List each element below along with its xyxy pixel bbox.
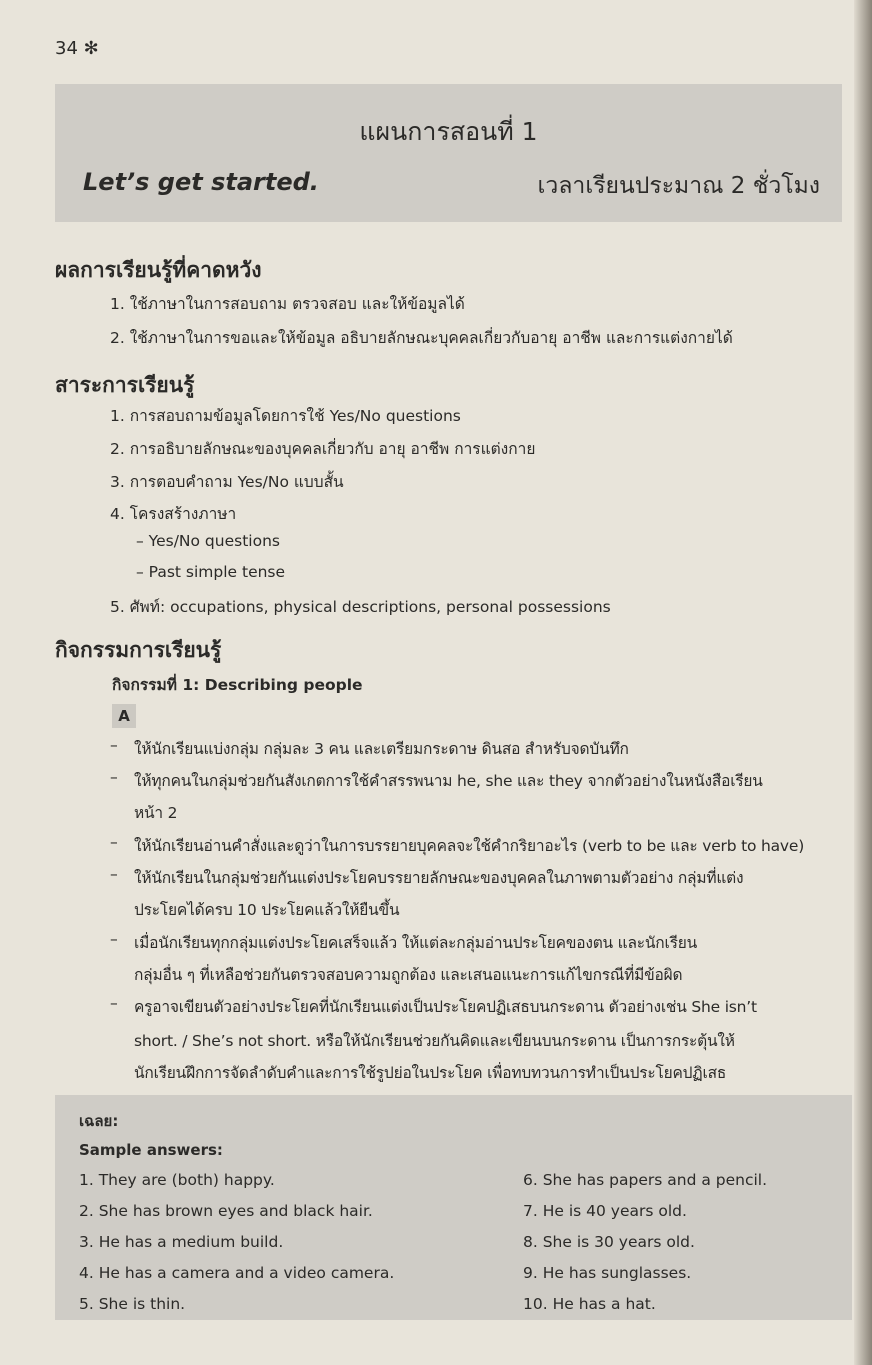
answer-item: 1. They are (both) happy. bbox=[79, 1171, 275, 1189]
bullet-dash: – bbox=[110, 833, 118, 851]
bullet-text: เมื่อนักเรียนทุกกลุ่มแต่งประโยคเสร็จแล้ว ให้แต่ละกลุ่มอ่านประโยคของตน และนักเรียน bbox=[134, 934, 697, 952]
answer-item: 7. He is 40 years old. bbox=[523, 1202, 687, 1220]
answer-box bbox=[55, 1095, 852, 1320]
bullet-dash: – bbox=[110, 930, 118, 948]
outcomes-heading: ผลการเรียนรู้ที่คาดหวัง bbox=[55, 258, 262, 282]
bullet-text: ครูอาจเขียนตัวอย่างประโยคที่นักเรียนแต่งเป็นประโยคปฏิเสธบนกระดาน ตัวอย่างเช่น She isn’t bbox=[134, 998, 757, 1016]
bullet-text: ให้นักเรียนแบ่งกลุ่ม กลุ่มละ 3 คน และเตรียมกระดาษ ดินสอ สำหรับจดบันทึก bbox=[134, 740, 629, 758]
sample-answers-title: Sample answers: bbox=[79, 1141, 223, 1159]
answer-item: 5. She is thin. bbox=[79, 1295, 186, 1313]
outcome-item: 2. ใช้ภาษาในการขอและให้ข้อมูล อธิบายลักษณะบุคคลเกี่ยวกับอายุ อาชีพ และการแต่งกายได้ bbox=[110, 329, 733, 347]
bullet-text: หน้า 2 bbox=[134, 804, 178, 822]
content-item: 3. การตอบคำถาม Yes/No แบบสั้น bbox=[110, 473, 344, 491]
answer-key-label: เฉลย: bbox=[79, 1112, 119, 1130]
bullet-dash: – bbox=[110, 865, 118, 883]
answer-item: 9. He has sunglasses. bbox=[523, 1264, 692, 1282]
bullet-text: ประโยคได้ครบ 10 ประโยคแล้วให้ยืนขึ้น bbox=[134, 901, 400, 919]
bullet-dash: – bbox=[110, 736, 118, 754]
content-item: 4. โครงสร้างภาษา bbox=[110, 505, 237, 523]
lesson-title: แผนการสอนที่ 1 bbox=[359, 117, 538, 146]
content-item: 1. การสอบถามข้อมูลโดยการใช้ Yes/No questions bbox=[110, 407, 461, 425]
page-edge-shadow bbox=[854, 0, 872, 1365]
outcome-item: 1. ใช้ภาษาในการสอบถาม ตรวจสอบ และให้ข้อมูลได้ bbox=[110, 295, 465, 313]
unit-title: Let’s get started. bbox=[83, 168, 319, 196]
answer-item: 2. She has brown eyes and black hair. bbox=[79, 1202, 373, 1220]
answer-item: 6. She has papers and a pencil. bbox=[523, 1171, 768, 1189]
lesson-duration: เวลาเรียนประมาณ 2 ชั่วโมง bbox=[537, 173, 820, 199]
activities-heading: กิจกรรมการเรียนรู้ bbox=[55, 638, 222, 662]
answer-item: 4. He has a camera and a video camera. bbox=[79, 1264, 395, 1282]
content-subitem: – Yes/No questions bbox=[136, 532, 280, 550]
answer-item: 10. He has a hat. bbox=[523, 1295, 656, 1313]
bullet-text: short. / She’s not short. หรือให้นักเรียนช่วยกันคิดและเขียนบนกระดาน เป็นการกระตุ้นให้ bbox=[134, 1032, 735, 1050]
content-item: 2. การอธิบายลักษณะของบุคคลเกี่ยวกับ อายุ อาชีพ การแต่งกาย bbox=[110, 440, 536, 458]
bullet-text: ให้ทุกคนในกลุ่มช่วยกันสังเกตการใช้คำสรรพนาม he, she และ they จากตัวอย่างในหนังสือเรียน bbox=[134, 772, 763, 790]
bullet-dash: – bbox=[110, 994, 118, 1012]
bullet-text: นักเรียนฝึกการจัดลำดับคำและการใช้รูปย่อในประโยค เพื่อทบทวนการทำเป็นประโยคปฏิเสธ bbox=[134, 1064, 727, 1082]
bullet-dash: – bbox=[110, 768, 118, 786]
answer-item: 8. She is 30 years old. bbox=[523, 1233, 695, 1251]
activity-title: กิจกรรมที่ 1: Describing people bbox=[112, 676, 363, 694]
page-number: 34 ✻ bbox=[55, 38, 99, 59]
content-heading: สาระการเรียนรู้ bbox=[55, 373, 195, 397]
bullet-text: กลุ่มอื่น ๆ ที่เหลือช่วยกันตรวจสอบความถูกต้อง และเสนอแนะการแก้ไขกรณีที่มีข้อผิด bbox=[134, 966, 683, 984]
lesson-header bbox=[55, 84, 842, 222]
content-item: 5. ศัพท์: occupations, physical descriptions, personal possessions bbox=[110, 598, 611, 616]
answer-item: 3. He has a medium build. bbox=[79, 1233, 284, 1251]
bullet-text: ให้นักเรียนในกลุ่มช่วยกันแต่งประโยคบรรยายลักษณะของบุคคลในภาพตามตัวอย่าง กลุ่มที่แต่ง bbox=[134, 869, 744, 887]
section-label: A bbox=[112, 704, 136, 728]
bullet-text: ให้นักเรียนอ่านคำสั่งและดูว่าในการบรรยายบุคคลจะใช้คำกริยาอะไร (verb to be และ verb to have) bbox=[134, 837, 805, 855]
content-subitem: – Past simple tense bbox=[136, 563, 286, 581]
